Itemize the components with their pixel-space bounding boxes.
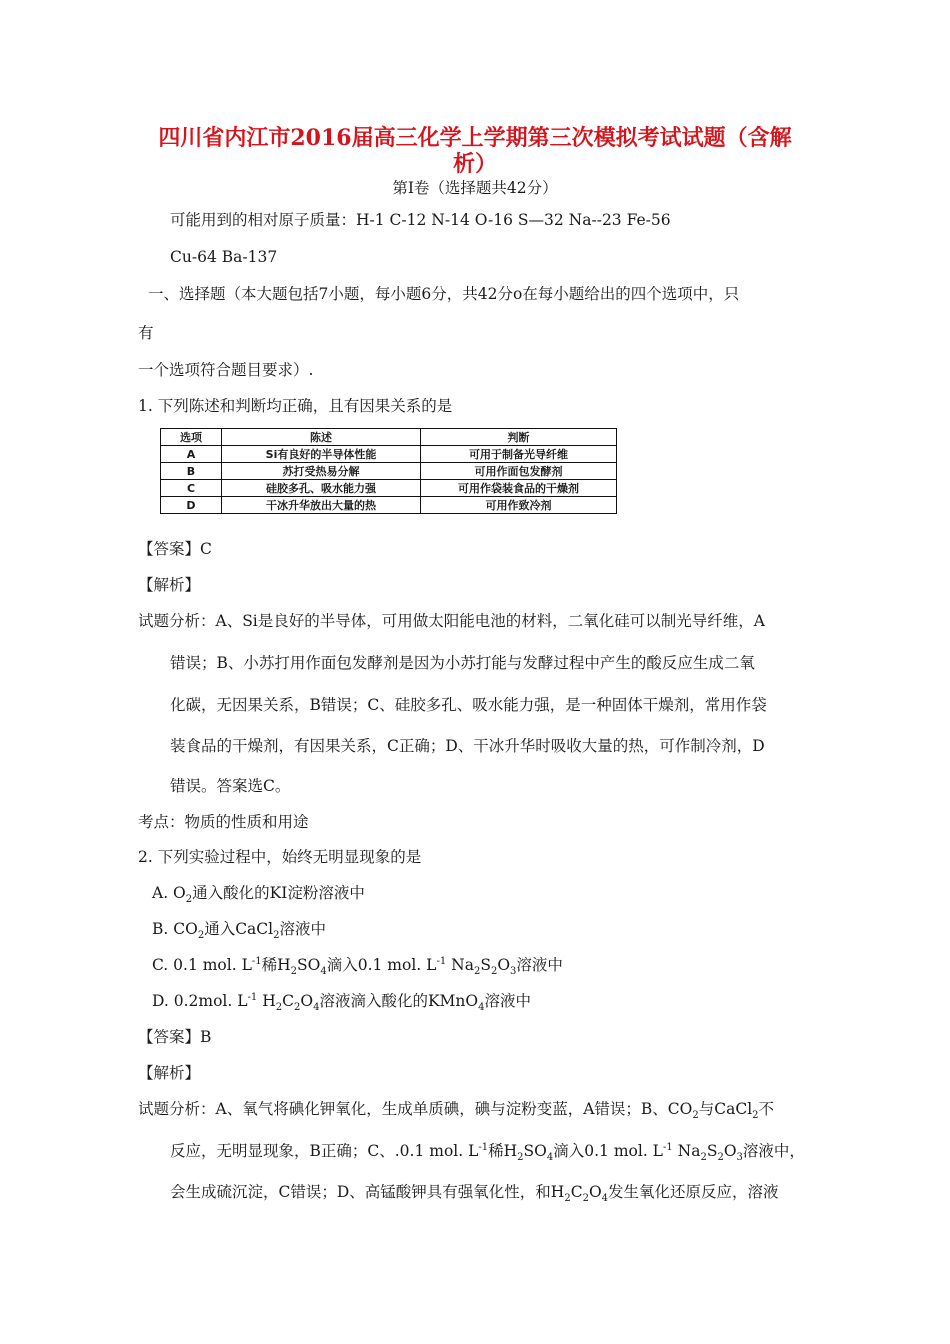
question-1-table [160, 428, 617, 514]
question-2-option-a: A. $O_2$通入酸化的KI淀粉溶液中 [152, 884, 365, 906]
question-1-analysis-line: 装食品的干燥剂，有因果关系，C正确；D、干冰升华时吸收大量的热，可作制冷剂，D [170, 737, 765, 755]
table-row [161, 446, 617, 463]
table-row [161, 480, 617, 497]
table-row [161, 463, 617, 480]
table-cell: A [161, 446, 222, 463]
question-2-stem: 2. 下列实验过程中，始终无明显现象的是 [138, 848, 422, 866]
atomic-mass-line-1: 可能用到的相对原子质量：H-1 C-12 N-14 O-16 S—32 Na--23 Fe-56 [170, 211, 671, 229]
section-header: 第Ⅰ卷（选择题共42分） [392, 179, 558, 197]
table-cell: 可用作袋装食品的干燥剂 [421, 480, 617, 497]
atomic-mass-line-2: Cu-64 Ba-137 [170, 248, 278, 266]
table-cell: 可用作致冷剂 [421, 497, 617, 514]
question-2-option-d: D. 0.2mol. $L^{-1}$ $H_2C_2O_4$溶液滴入酸化的KMnO$_4$溶液中 [152, 991, 531, 1014]
question-1-kaodian: 考点：物质的性质和用途 [138, 813, 309, 831]
question-2-answer: 【答案】B [138, 1028, 212, 1046]
table-header-cell: 陈述 [222, 429, 421, 446]
instructions-line-3: 一个选项符合题目要求）. [138, 361, 314, 379]
table-cell: 可用于制备光导纤维 [421, 446, 617, 463]
table-header-row [161, 429, 617, 446]
question-1-answer: 【答案】C [138, 540, 212, 558]
question-1-analysis-line: 错误；B、小苏打用作面包发酵剂是因为小苏打能与发酵过程中产生的酸反应生成二氧 [170, 654, 755, 672]
table-header-cell: 判断 [421, 429, 617, 446]
doc-title-line-1: 四川省内江市2016届高三化学上学期第三次模拟考试试题（含解 [158, 125, 792, 151]
table-row [161, 497, 617, 514]
instructions-line-2: 有 [138, 324, 154, 342]
table-cell: C [161, 480, 222, 497]
question-2-option-b: B. $CO_2$通入CaCl$_2$溶液中 [152, 920, 326, 942]
question-1-analysis-line: 试题分析：A、Si是良好的半导体，可用做太阳能电池的材料，二氧化硅可以制光导纤维，A [138, 612, 765, 630]
question-1-stem: 1. 下列陈述和判断均正确，且有因果关系的是 [138, 397, 453, 415]
question-1-analysis-line: 错误。答案选C。 [170, 777, 291, 795]
question-1-analysis-label: 【解析】 [138, 576, 201, 594]
question-1-analysis-line: 化碳，无因果关系，B错误；C、硅胶多孔、吸水能力强，是一种固体干燥剂，常用作袋 [170, 696, 767, 714]
table-cell: 苏打受热易分解 [222, 463, 421, 480]
table-cell: Si有良好的半导体性能 [222, 446, 421, 463]
table-header-cell: 选项 [161, 429, 222, 446]
question-2-analysis-line: 试题分析：A、氧气将碘化钾氧化，生成单质碘，碘与淀粉变蓝，A错误；B、$CO_2$与CaCl$_2$不 [138, 1100, 775, 1122]
table-cell: 可用作面包发酵剂 [421, 463, 617, 480]
table-cell: 干冰升华放出大量的热 [222, 497, 421, 514]
instructions-line-1: 一、选择题（本大题包括7小题，每小题6分，共42分o在每小题给出的四个选项中，只 [148, 285, 740, 303]
table-cell: B [161, 463, 222, 480]
question-2-analysis-line: 反应，无明显现象，B正确；C、.0.1 mol. $L^{-1}$稀$H_2SO_4$滴入0.1 mol. $L^{-1}$ $Na_2S_2O_3$溶液中， [170, 1141, 805, 1164]
doc-title-line-2: 析） [452, 151, 497, 177]
question-2-option-c: C. 0.1 mol. $L^{-1}$稀$H_2SO_4$滴入0.1 mol. $L^{-1}$ $Na_2S_2O_3$溶液中 [152, 955, 563, 978]
question-2-analysis-line: 会生成硫沉淀，C错误；D、高锰酸钾具有强氧化性，和$H_2C_2O_4$发生氧化还原反应，溶液 [170, 1183, 779, 1205]
question-2-analysis-label: 【解析】 [138, 1064, 201, 1082]
table-cell: D [161, 497, 222, 514]
table-cell: 硅胶多孔、吸水能力强 [222, 480, 421, 497]
